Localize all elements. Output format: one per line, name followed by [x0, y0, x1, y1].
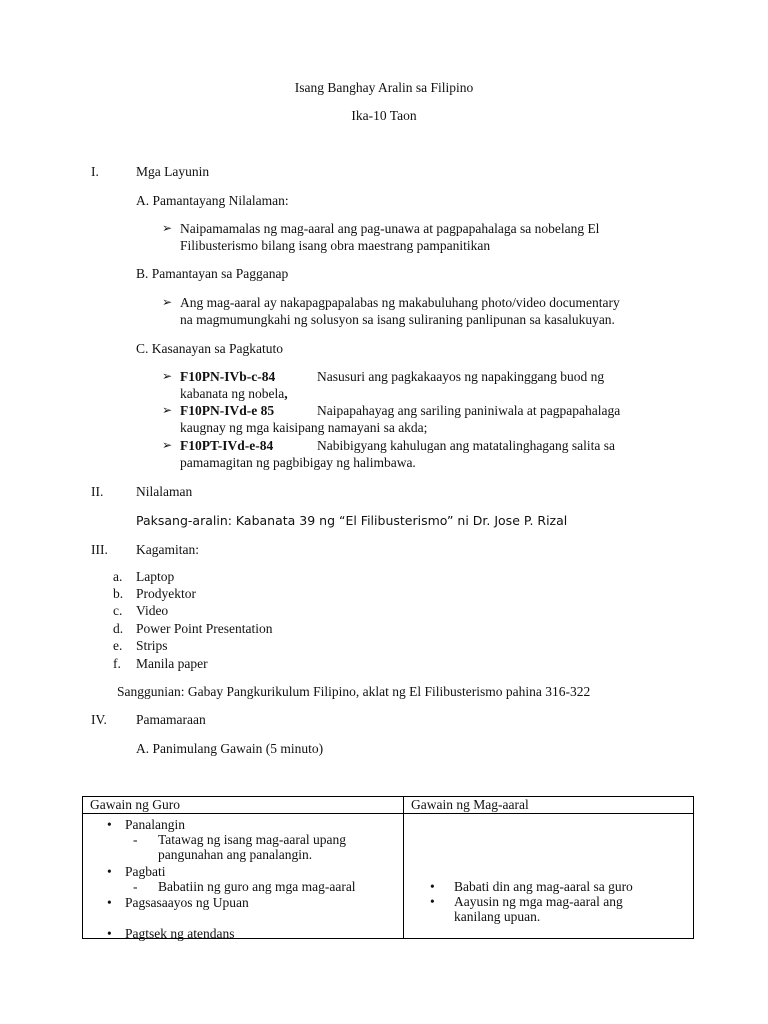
dash-icon: -	[133, 832, 138, 847]
dash-icon: -	[133, 879, 138, 894]
competency-comma: ,	[284, 386, 288, 401]
header-teacher-activities: Gawain ng Guro	[83, 797, 404, 814]
student-item-greeting: Babati din ang mag-aaral sa guro	[454, 879, 633, 894]
student-item-seating-1: Aayusin ng mga mag-aaral ang	[454, 894, 623, 909]
bullet-icon: •	[107, 864, 112, 879]
material-letter: a.	[113, 569, 123, 584]
material-item: Power Point Presentation	[136, 621, 273, 636]
section-4-numeral: IV.	[91, 712, 107, 727]
teacher-sub-prayer-2: pangunahan ang panalangin.	[158, 847, 313, 862]
section-2-heading: Nilalaman	[136, 484, 193, 499]
teacher-sub-greeting: Babatiin ng guro ang mga mag-aaral	[158, 879, 356, 894]
student-activities-cell	[404, 814, 694, 939]
section-3-heading: Kagamitan:	[136, 542, 199, 557]
competency-continuation: pamamagitan ng pagbibigay ng halimbawa.	[180, 455, 416, 470]
competency-text: Nabibigyang kahulugan ang matatalinghagang salita sa	[317, 438, 616, 453]
subsection-a-label: A. Pamantayang Nilalaman:	[136, 193, 289, 208]
section-3-numeral: III.	[91, 542, 108, 557]
material-letter: d.	[113, 621, 124, 636]
teacher-item-greeting: Pagbati	[125, 864, 166, 879]
material-letter: f.	[113, 656, 121, 671]
material-item: Strips	[136, 638, 168, 653]
section-1-numeral: I.	[91, 164, 99, 179]
material-item: Prodyektor	[136, 586, 196, 601]
material-item: Laptop	[136, 569, 175, 584]
arrow-bullet-icon: ➢	[162, 295, 173, 309]
material-item: Video	[136, 603, 169, 618]
arrow-bullet-icon: ➢	[162, 403, 173, 417]
document-title: Isang Banghay Aralin sa Filipino	[294, 80, 474, 95]
subsection-a-line-2: Filibusterismo bilang isang obra maestrang pampanitikan	[180, 238, 491, 253]
activities-table	[82, 796, 694, 939]
teacher-item-attendance: Pagtsek ng atendans	[125, 926, 235, 941]
lesson-topic: Paksang-aralin: Kabanata 39 ng “El Filibusterismo” ni Dr. Jose P. Rizal	[136, 513, 568, 528]
material-letter: e.	[113, 638, 123, 653]
arrow-bullet-icon: ➢	[162, 369, 173, 383]
competency-text: Nasusuri ang pagkakaayos ng napakinggang buod ng	[317, 369, 605, 384]
material-letter: b.	[113, 586, 124, 601]
competency-text: Naipapahayag ang sariling paniniwala at pagpapahalaga	[317, 403, 621, 418]
student-item-seating-2: kanilang upuan.	[454, 909, 541, 924]
teacher-activities-cell	[83, 814, 404, 939]
bullet-icon: •	[107, 926, 112, 941]
material-letter: c.	[113, 603, 123, 618]
subsection-b-line-1: Ang mag-aaral ay nakapagpapalabas ng makabuluhang photo/video documentary	[180, 295, 620, 310]
bullet-icon: •	[107, 895, 112, 910]
subsection-a-line-1: Naipamamalas ng mag-aaral ang pag-unawa at pagpapahalaga sa nobelang El	[180, 221, 600, 236]
competency-code: F10PT-IVd-e-84	[180, 438, 274, 453]
bullet-icon: •	[430, 879, 435, 894]
grade-level: Ika-10 Taon	[351, 108, 417, 123]
material-item: Manila paper	[136, 656, 208, 671]
bullet-icon: •	[430, 894, 435, 909]
table-row	[83, 814, 694, 939]
competency-continuation: kaugnay ng mga kaisipang namayani sa akda;	[180, 420, 428, 435]
competency-code: F10PN-IVb-c-84	[180, 369, 276, 384]
section-1-heading: Mga Layunin	[136, 164, 210, 179]
section-2-numeral: II.	[91, 484, 104, 499]
competency-code: F10PN-IVd-e 85	[180, 403, 275, 418]
reference-line: Sanggunian: Gabay Pangkurikulum Filipino, aklat ng El Filibusterismo pahina 316-322	[117, 684, 591, 699]
table-header-row	[83, 797, 694, 814]
teacher-sub-prayer-1: Tatawag ng isang mag-aaral upang	[158, 832, 346, 847]
subsection-a-opening: A. Panimulang Gawain (5 minuto)	[136, 741, 324, 756]
subsection-b-label: B. Pamantayan sa Pagganap	[136, 266, 289, 281]
competency-continuation	[180, 385, 288, 402]
teacher-item-seating: Pagsasaayos ng Upuan	[125, 895, 249, 910]
subsection-b-line-2: na magmumungkahi ng solusyon sa isang suliraning panlipunan sa kasalukuyan.	[180, 312, 615, 327]
competency-continuation-text: kabanata ng nobela	[180, 386, 285, 401]
arrow-bullet-icon: ➢	[162, 221, 173, 235]
subsection-c-label: C. Kasanayan sa Pagkatuto	[136, 341, 283, 356]
teacher-item-prayer: Panalangin	[125, 817, 185, 832]
bullet-icon: •	[107, 817, 112, 832]
section-4-heading: Pamamaraan	[136, 712, 206, 727]
arrow-bullet-icon: ➢	[162, 438, 173, 452]
header-student-activities: Gawain ng Mag-aaral	[404, 797, 694, 814]
